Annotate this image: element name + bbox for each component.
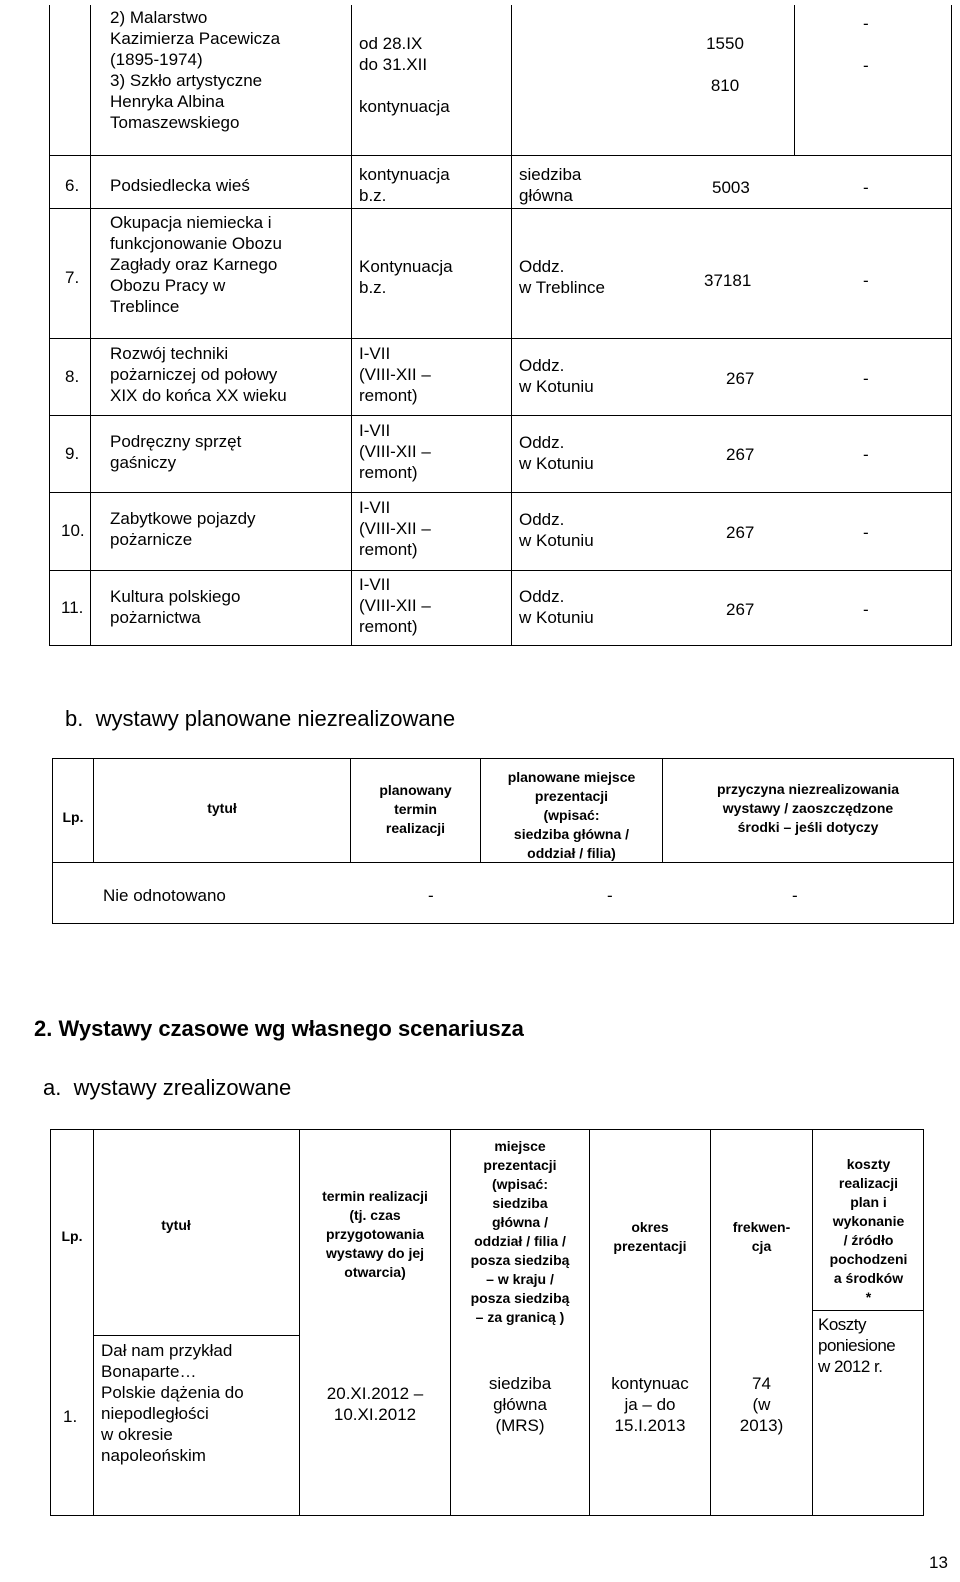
row-period: kontynuac ja – do 15.I.2013	[611, 1374, 689, 1435]
row-extra: - -	[863, 14, 869, 75]
header-planned-term: planowany termin realizacji	[379, 782, 452, 836]
row-place: -	[607, 886, 613, 905]
row-period: I-VII (VIII-XII – remont)	[359, 421, 431, 482]
row-place: Oddz. w Kotuniu	[519, 587, 594, 627]
row-title: Zabytkowe pojazdy pożarnicze	[110, 509, 256, 549]
row-title: Kultura polskiego pożarnictwa	[110, 587, 241, 627]
section-heading-b: b. wystawy planowane niezrealizowane	[65, 706, 456, 731]
row-extra: -	[863, 445, 869, 464]
row-number: 9.	[65, 444, 80, 463]
row-title: Podręczny sprzęt gaśniczy	[110, 432, 242, 472]
row-title: 2) Malarstwo Kazimierza Pacewicza (1895-1974) 3) Szkło artystyczne Henryka Albina Tomaszewskiego	[110, 8, 281, 132]
header-reason: przyczyna niezrealizowania wystawy / zaoszczędzone środki – jeśli dotyczy	[716, 781, 900, 835]
page-number: 13	[929, 1553, 948, 1572]
section-subheading-a: a. wystawy zrealizowane	[43, 1075, 292, 1100]
header-frequency: frekwen- cja	[732, 1219, 791, 1254]
header-planned-place: planowane miejsce prezentacji (wpisać: siedziba główna / oddział / filia)	[507, 769, 636, 861]
section-heading-2: 2. Wystawy czasowe wg własnego scenariusza	[34, 1016, 524, 1041]
row-place: siedziba główna (MRS)	[488, 1374, 552, 1435]
row-visitors: 37181	[704, 271, 752, 290]
row-number: 6.	[65, 176, 80, 195]
row-extra: -	[863, 600, 869, 619]
row-visitors: 267	[726, 523, 755, 542]
header-term: termin realizacji (tj. czas przygotowania wystawy do jej otwarcia)	[322, 1188, 428, 1280]
row-term: 20.XI.2012 – 10.XI.2012	[326, 1384, 424, 1424]
row-period: kontynuacja b.z.	[359, 165, 450, 205]
row-period: I-VII (VIII-XII – remont)	[359, 575, 431, 636]
row-place: Oddz. w Treblince	[519, 257, 605, 297]
row-place: Oddz. w Kotuniu	[519, 356, 594, 396]
row-visitors: 267	[726, 600, 755, 619]
row-number: 10.	[61, 521, 85, 540]
row-period: I-VII (VIII-XII – remont)	[359, 498, 431, 559]
row-period: I-VII (VIII-XII – remont)	[359, 344, 431, 405]
row-extra: -	[863, 271, 869, 290]
row-frequency: 74 (w 2013)	[739, 1374, 784, 1435]
row-period: od 28.IX do 31.XII kontynuacja	[359, 34, 450, 116]
row-number: 7.	[65, 268, 80, 287]
row-number: 8.	[65, 367, 80, 386]
header-cost: koszty realizacji plan i wykonanie / źródło pochodzeni a środków *	[829, 1156, 908, 1305]
row-visitors: 1550 810	[706, 34, 744, 95]
row-extra: -	[863, 369, 869, 388]
header-title: tytuł	[161, 1217, 191, 1233]
row-title: Rozwój techniki pożarniczej od połowy XIX do końca XX wieku	[110, 344, 287, 405]
row-title: Podsiedlecka wieś	[110, 176, 250, 195]
header-place: miejsce prezentacji (wpisać: siedziba główna / oddział / filia / posza siedzibą – w kraju / posza siedzibą – za granicą )	[470, 1138, 570, 1325]
row-visitors: 267	[726, 369, 755, 388]
row-period: Kontynuacja b.z.	[359, 257, 453, 297]
row-number: 1.	[63, 1407, 78, 1426]
header-period: okres prezentacji	[613, 1219, 687, 1254]
row-reason: -	[792, 886, 798, 905]
row-visitors: 5003	[712, 178, 750, 197]
header-lp: Lp.	[62, 809, 84, 825]
row-extra: -	[863, 523, 869, 542]
row-visitors: 267	[726, 445, 755, 464]
row-place: Oddz. w Kotuniu	[519, 510, 594, 550]
row-place: Oddz. w Kotuniu	[519, 433, 594, 473]
row-place: siedziba główna	[519, 165, 582, 205]
header-lp: Lp.	[61, 1228, 83, 1244]
row-cost: Koszty poniesione w 2012 r.	[818, 1315, 896, 1376]
row-text: Nie odnotowano	[103, 886, 226, 905]
row-number: 11.	[61, 598, 84, 617]
row-title: Okupacja niemiecka i funkcjonowanie Obozu Zagłady oraz Karnego Obozu Pracy w Treblince	[110, 213, 283, 316]
row-extra: -	[863, 178, 869, 197]
row-term: -	[428, 886, 434, 905]
row-title: Dał nam przykład Bonaparte… Polskie dążenia do niepodległości w okresie napoleońskim	[101, 1341, 244, 1465]
header-title: tytuł	[207, 800, 237, 816]
